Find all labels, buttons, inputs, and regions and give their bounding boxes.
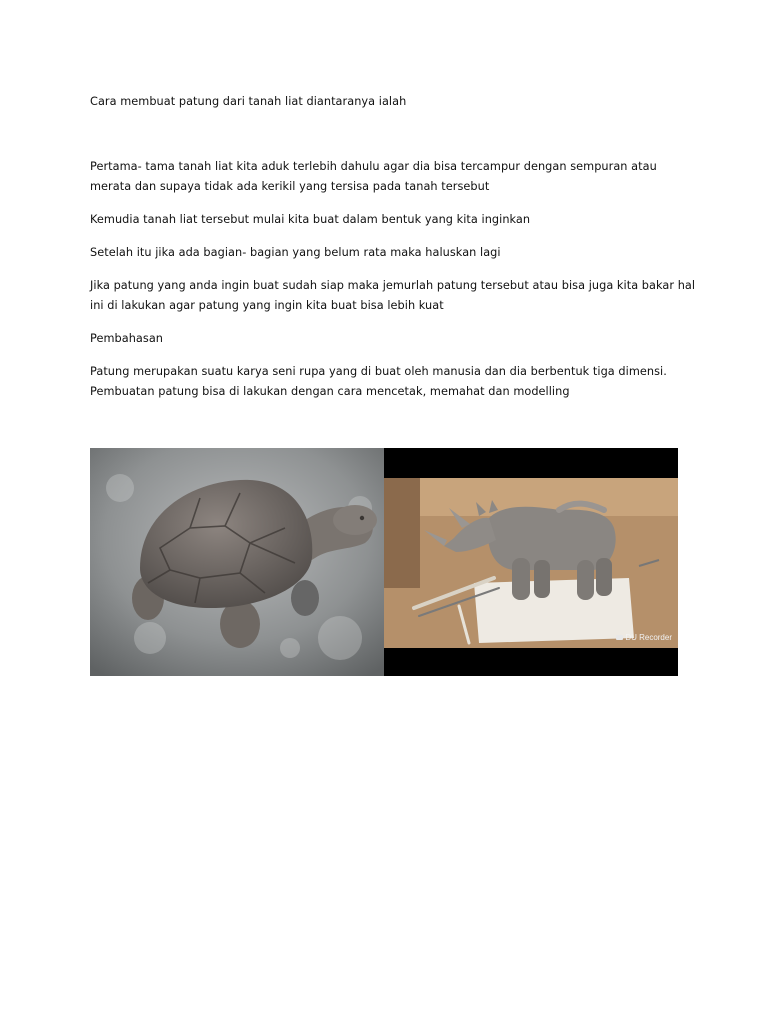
sculpture-images [90,448,678,676]
video-camera-icon [616,635,623,640]
step-4-line-2: ini di lakukan agar patung yang ingin kita buat bisa lebih kuat [90,299,444,312]
recorder-watermark-text: DU Recorder [625,633,672,642]
step-3-line-1: Setelah itu jika ada bagian- bagian yang belum rata maka haluskan lagi [90,246,501,259]
clay-rhino-image [384,448,678,676]
section-heading [90,329,690,349]
step-2 [90,210,690,230]
step-1-line-2: merata dan supaya tidak ada kerikil yang tersisa pada tanah tersebut [90,180,490,193]
step-1-line-1: Pertama- tama tanah liat kita aduk terlebih dahulu agar dia bisa tercampur dengan sempuran atau [90,160,657,173]
step-4 [90,276,696,316]
step-3 [90,243,690,263]
recorder-watermark [616,633,672,642]
intro-text [90,92,690,112]
step-2-line-1: Kemudia tanah liat tersebut mulai kita buat dalam bentuk yang kita inginkan [90,213,531,226]
discussion-line-1: Patung merupakan suatu karya seni rupa yang di buat oleh manusia dan dia berbentuk tiga dimensi. [90,365,667,378]
discussion-text [90,362,690,402]
discussion-line-2: Pembuatan patung bisa di lakukan dengan cara mencetak, memahat dan modelling [90,385,570,398]
heading-text: Pembahasan [90,332,164,345]
intro-line: Cara membuat patung dari tanah liat diantaranya ialah [90,95,407,108]
step-1 [90,157,690,197]
clay-turtle-image [90,448,384,676]
step-4-line-1: Jika patung yang anda ingin buat sudah siap maka jemurlah patung tersebut atau bisa juga kita bakar hal [90,279,696,292]
